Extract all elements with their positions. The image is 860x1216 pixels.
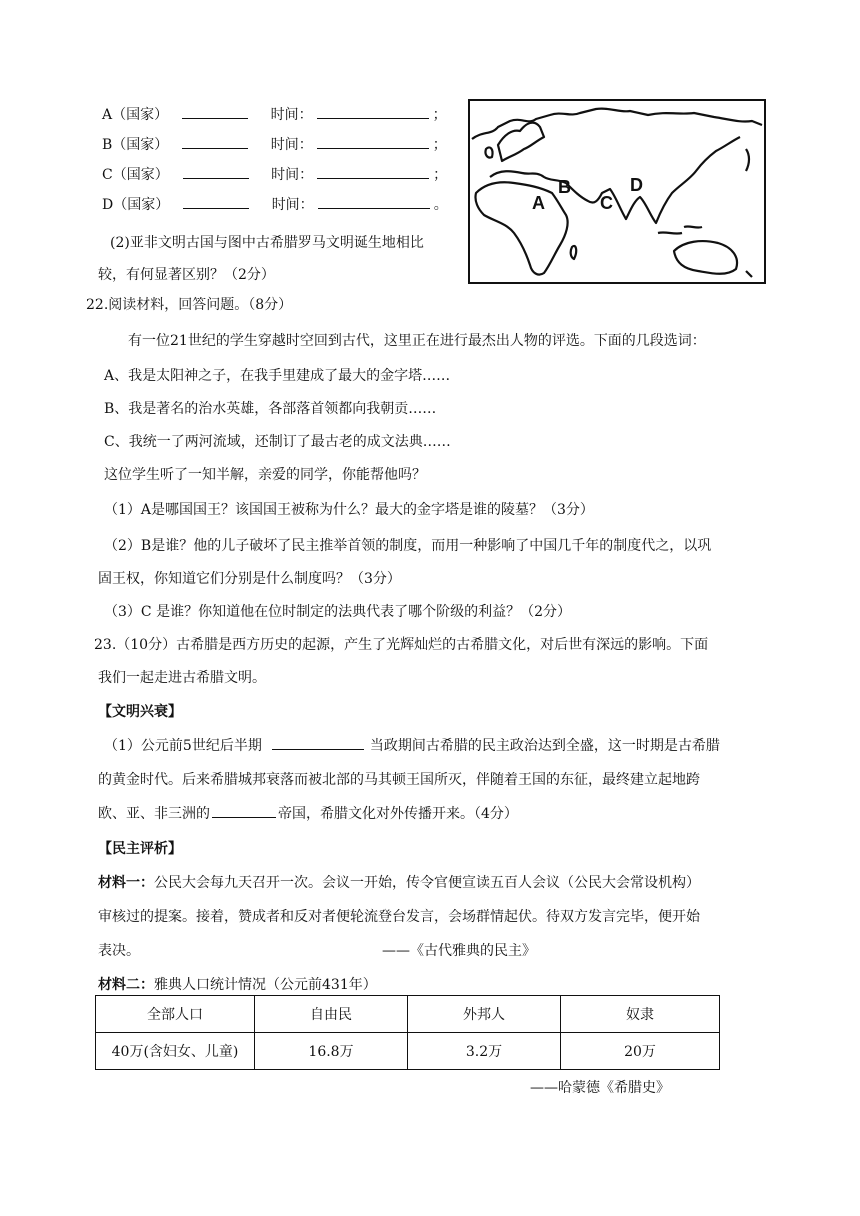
q21-row-d xyxy=(102,194,448,214)
q23-intro-line1: 23.（10分）古希腊是西方历史的起源，产生了光辉灿烂的古希腊文化，对后世有深远的影响。下面 xyxy=(94,637,709,653)
section-title-rise-fall: 【文明兴衰】 xyxy=(98,704,182,720)
time-label: 时间： xyxy=(271,167,314,183)
q21-sub2-line1: (2)亚非文明古国与图中古希腊罗马文明诞生地相比 xyxy=(110,235,424,251)
map-label-c: C xyxy=(600,193,613,213)
material-1-line3: 表决。 xyxy=(98,943,140,959)
q21-row-b xyxy=(102,134,447,154)
map-label-b: B xyxy=(558,177,571,197)
material-2-label: 材料二： xyxy=(98,977,154,993)
table-cell: 16.8万 xyxy=(255,1033,408,1070)
q22-title: 22.阅读材料，回答问题。（8分） xyxy=(86,297,293,313)
table-cell: 20万 xyxy=(561,1033,720,1070)
population-table xyxy=(95,995,720,1070)
q23-s1-prefix2: 欧、亚、非三洲的 xyxy=(98,806,210,822)
map-label-d: D xyxy=(630,175,643,195)
table-header-cell: 外邦人 xyxy=(408,996,561,1033)
q23-s1-line2: 的黄金时代。后来希腊城邦衰落而被北部的马其顿王国所灭，伴随着王国的东征，最终建立起地跨 xyxy=(98,772,700,788)
table-header-cell: 全部人口 xyxy=(96,996,255,1033)
section-title-democracy: 【民主评析】 xyxy=(98,841,182,857)
q22-question-1: （1）A是哪国国王？该国国王被称为什么？最大的金字塔是谁的陵墓？（3分） xyxy=(104,502,594,518)
answer-blank[interactable] xyxy=(183,207,249,209)
material-2-text: 雅典人口统计情况（公元前431年） xyxy=(154,977,377,993)
q23-s1-rest: 当政期间古希腊的民主政治达到全盛，这一时期是古希腊 xyxy=(369,738,720,754)
q22-question-2-line2: 固王权，你知道它们分别是什么制度吗？（3分） xyxy=(98,571,401,587)
q21-row-a xyxy=(102,104,447,124)
q23-s1-prefix: （1）公元前5世纪后半期 xyxy=(104,738,262,754)
material-1-line1 xyxy=(98,872,700,892)
leader-blank[interactable] xyxy=(272,748,364,750)
q23-s1-line1 xyxy=(104,735,720,755)
row-label: D（国家） xyxy=(102,197,170,213)
q22-question-3: （3）C 是谁？你知道他在位时制定的法典代表了哪个阶级的利益？（2分） xyxy=(104,604,571,620)
time-label: 时间： xyxy=(270,137,313,153)
table-header-cell: 奴隶 xyxy=(561,996,720,1033)
q22-option-a: A、我是太阳神之子，在我手里建成了最大的金字塔…… xyxy=(104,368,451,384)
row-end: ； xyxy=(432,107,447,123)
answer-blank[interactable] xyxy=(182,117,248,119)
time-blank[interactable] xyxy=(317,147,429,149)
table-header-row xyxy=(96,996,720,1033)
time-label: 时间： xyxy=(270,107,313,123)
q22-option-b: B、我是著名的治水英雄，各部落首领都向我朝贡…… xyxy=(104,401,437,417)
table-cell: 3.2万 xyxy=(408,1033,561,1070)
q23-s1-line3 xyxy=(98,803,518,823)
eurasia-africa-map-icon xyxy=(470,101,764,282)
material-1-text: 公民大会每九天召开一次。会议一开始，传令官便宣读五百人会议（公民大会常设机构） xyxy=(154,875,700,891)
row-label: A（国家） xyxy=(102,107,169,123)
time-label: 时间： xyxy=(271,197,314,213)
material-2-source: ——哈蒙德《希腊史》 xyxy=(530,1080,670,1096)
q21-row-c xyxy=(102,164,447,184)
q22-question-2-line1: （2）B是谁？他的儿子破坏了民主推举首领的制度，而用一种影响了中国几千年的制度代之，以巩 xyxy=(104,538,712,554)
row-label: B（国家） xyxy=(102,137,169,153)
time-blank[interactable] xyxy=(318,207,430,209)
q22-option-c: C、我统一了两河流域，还制订了最古老的成文法典…… xyxy=(104,434,451,450)
material-1-line2: 审核过的提案。接着，赞成者和反对者便轮流登台发言，会场群情起伏。待双方发言完毕，便开始 xyxy=(98,909,700,925)
time-blank[interactable] xyxy=(317,177,429,179)
table-cell: 40万(含妇女、儿童) xyxy=(96,1033,255,1070)
q23-intro-line2: 我们一起走进古希腊文明。 xyxy=(98,670,266,686)
q23-s1-suffix: 帝国，希腊文化对外传播开来。（4分） xyxy=(278,806,518,822)
empire-blank[interactable] xyxy=(212,816,276,818)
answer-blank[interactable] xyxy=(183,177,249,179)
q22-ask: 这位学生听了一知半解，亲爱的同学，你能帮他吗？ xyxy=(104,467,426,483)
world-map xyxy=(468,99,766,284)
row-end: ； xyxy=(433,167,448,183)
table-row xyxy=(96,1033,720,1070)
row-label: C（国家） xyxy=(102,167,169,183)
row-end: ； xyxy=(432,137,447,153)
table-header-cell: 自由民 xyxy=(255,996,408,1033)
material-1-label: 材料一： xyxy=(98,875,154,891)
map-label-a: A xyxy=(532,193,545,213)
answer-blank[interactable] xyxy=(182,147,248,149)
material-2-line xyxy=(98,974,377,994)
row-end: 。 xyxy=(433,197,448,213)
q21-sub2-line2: 较，有何显著区别？（2分） xyxy=(98,267,275,283)
time-blank[interactable] xyxy=(317,117,429,119)
q22-intro: 有一位21世纪的学生穿越时空回到古代，这里正在进行最杰出人物的评选。下面的几段选词： xyxy=(128,333,706,349)
material-1-source: ——《古代雅典的民主》 xyxy=(382,943,536,959)
